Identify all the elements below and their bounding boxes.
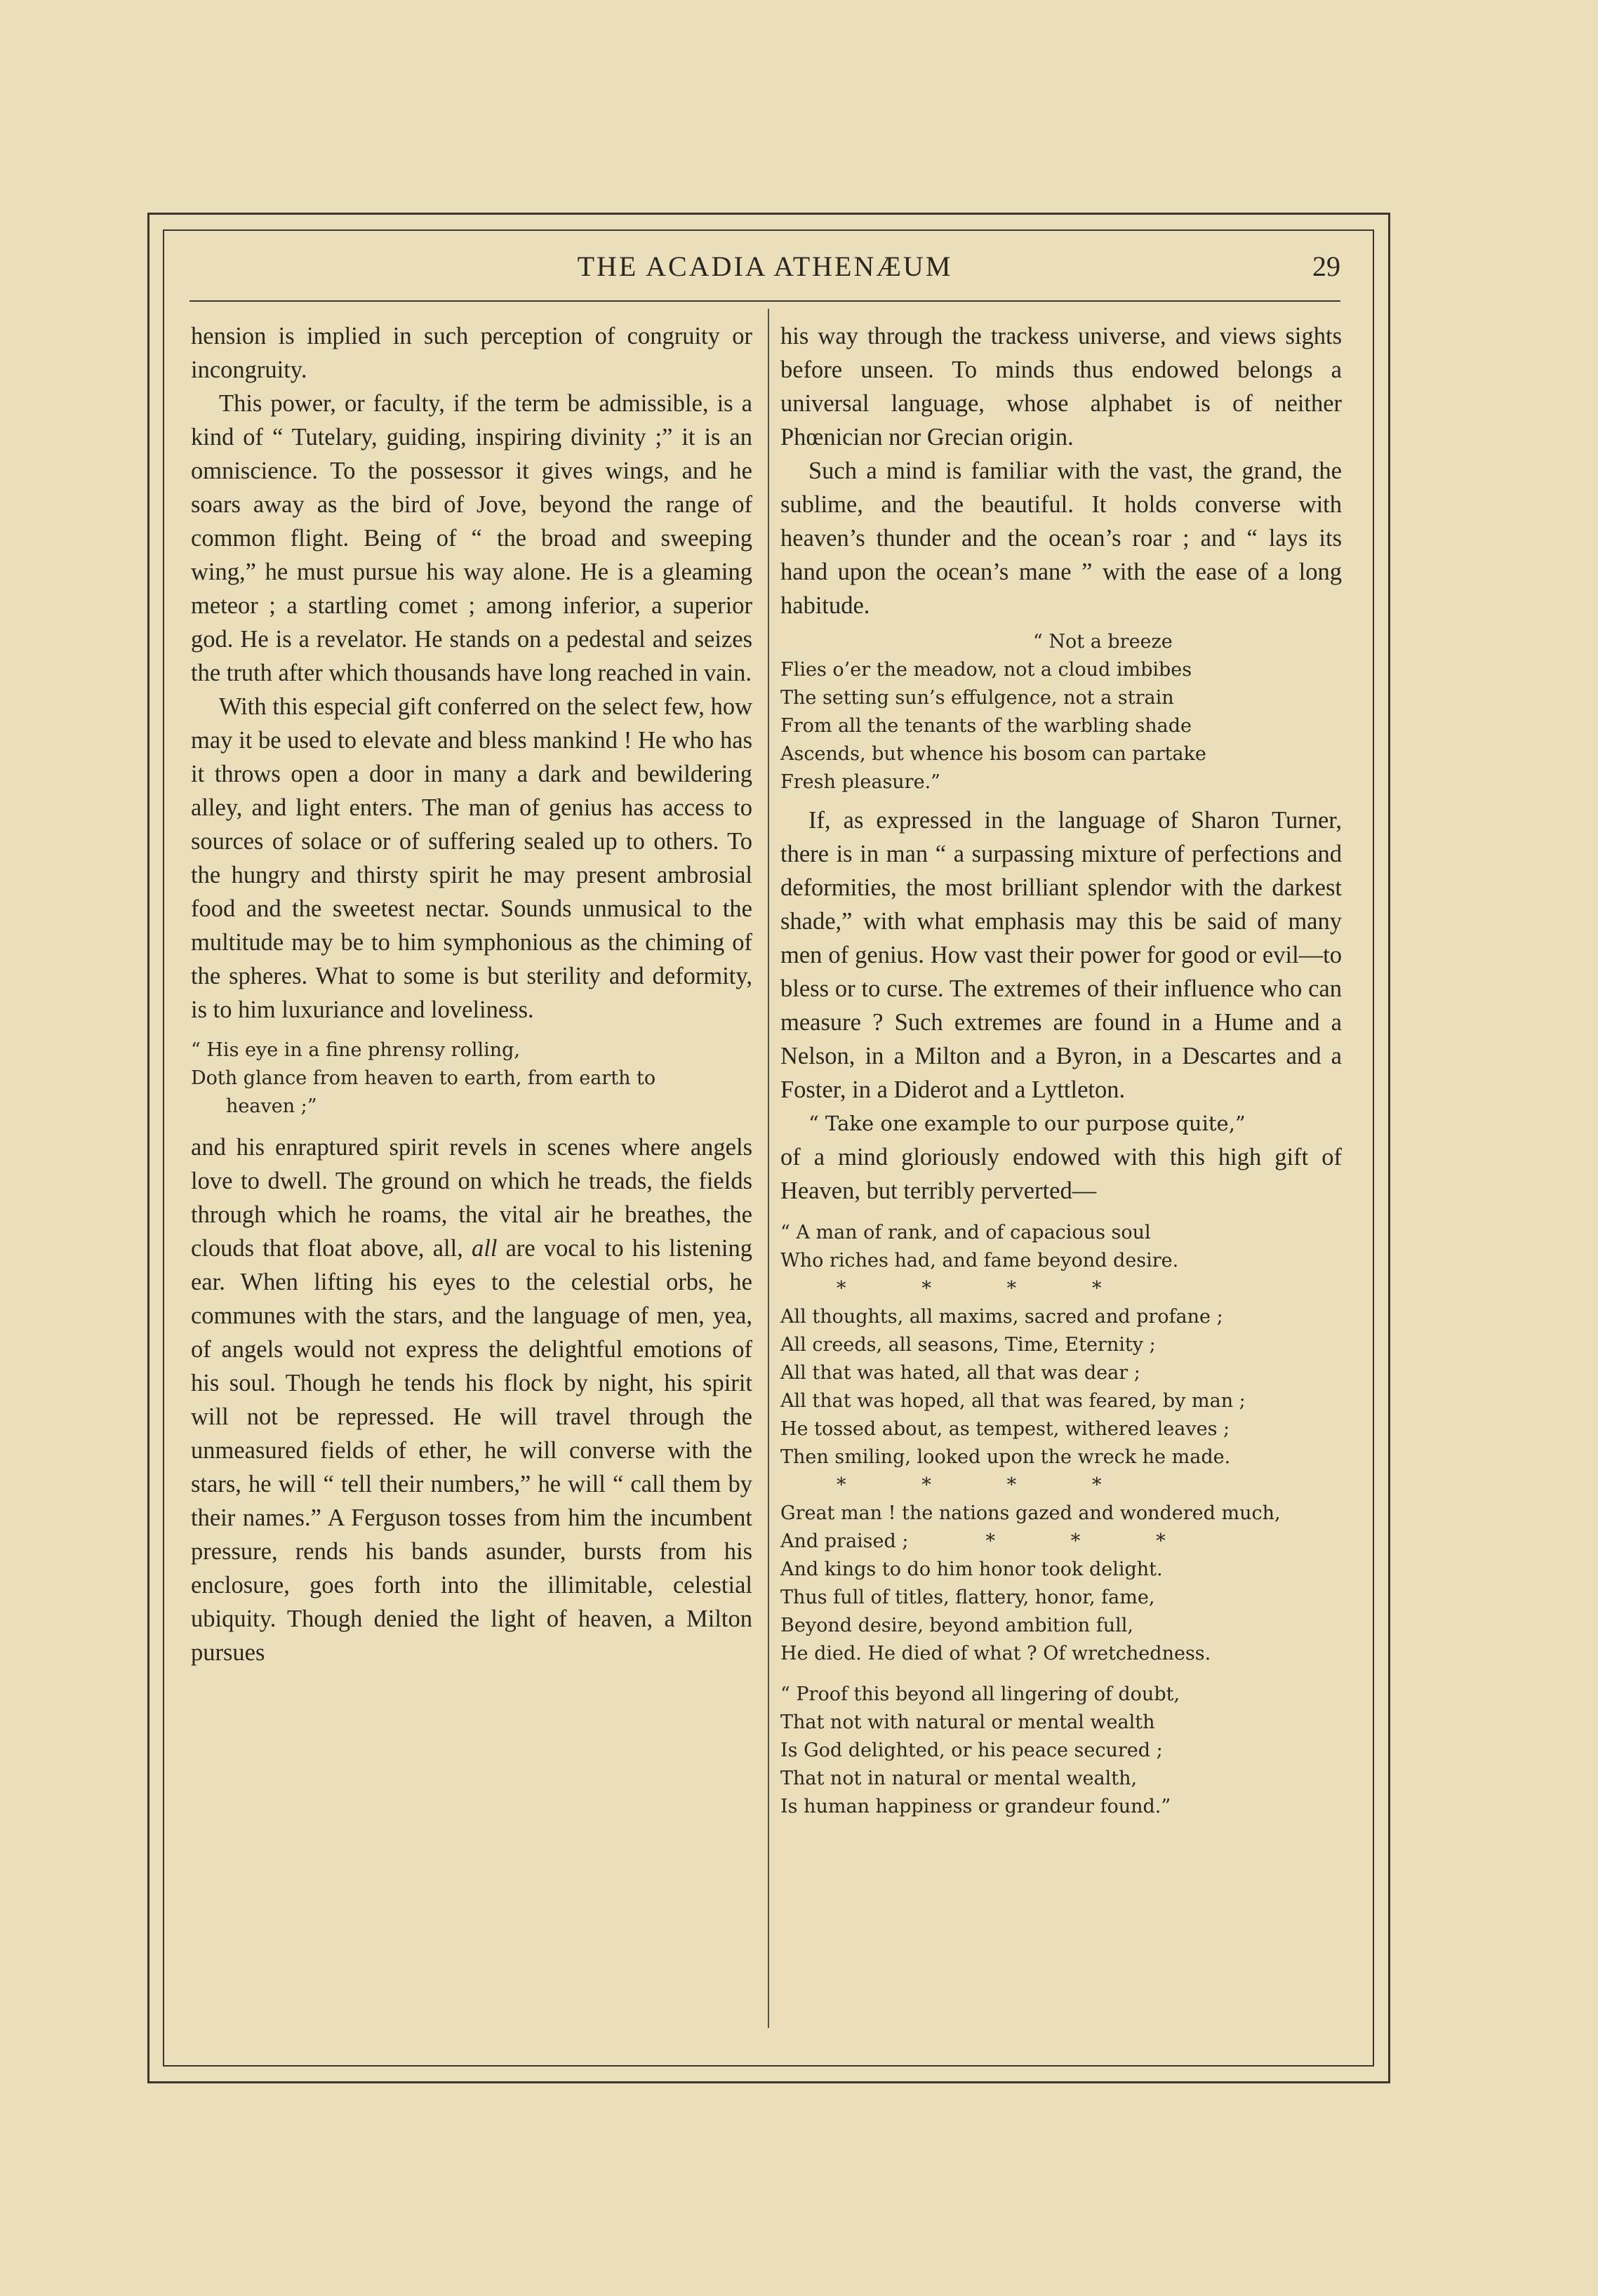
verse-line: That not in natural or mental wealth, <box>780 1768 1138 1789</box>
right-column <box>780 319 1342 1828</box>
paragraph <box>191 1130 752 1669</box>
paragraph: With this especial gift conferred on the select few, how may it be used to elevate and bless mankind ! He who has it throws open a door in many a dark and bewildering alley, and light enters. The man of genius has access to sources of solace or of suffering sealed up to others. To the hungry and thirsty spirit he may present ambrosial food and the sweetest nectar. Sounds unmusical to the multitude may be to him symphonious as the chiming of the spheres. What to some is but sterility and deformity, is to him luxuriance and loveliness. <box>191 693 752 1023</box>
paragraph-text: and his enraptured spirit revels in scenes where angels love to dwell. The ground on which he treads, the fields through which he roams, the vital air he breathes, the clouds that float above, all, <box>191 1134 752 1262</box>
verse-line: “ A man of rank, and of capacious soul <box>780 1222 1151 1243</box>
emphasis: all <box>471 1235 498 1262</box>
verse-line: Beyond desire, beyond ambition full, <box>780 1615 1133 1636</box>
verse-line: Is human happiness or grandeur found.” <box>780 1796 1171 1817</box>
ellipsis-stars: * * * * <box>837 1278 1103 1300</box>
header-rule <box>189 300 1340 302</box>
verse-line: All that was hoped, all that was feared, by man ; <box>780 1390 1246 1412</box>
paragraph: hension is implied in such perception of congruity or incongruity. <box>191 323 752 383</box>
verse-line: Flies o’er the meadow, not a cloud imbibes <box>780 659 1192 681</box>
verse-line: Fresh pleasure.” <box>780 771 940 793</box>
verse-line: Doth glance from heaven to earth, from earth to <box>191 1067 656 1089</box>
verse-quote <box>780 628 1342 796</box>
paragraph: This power, or faculty, if the term be admissible, is a kind of “ Tutelary, guiding, inspiring divinity ;” it is an omniscience. To the possessor it gives wings, and he soars away as the bird of Jove, beyond the range of common flight. Being of “ the broad and sweeping wing,” he must pursue his way alone. He is a gleaming meteor ; a startling comet ; among inferior, a superior god. He is a revelator. He stands on a pedestal and seizes the truth after which thousands have long reached in vain. <box>191 390 752 686</box>
verse-line: He died. He died of what ? Of wretchedness. <box>780 1643 1211 1664</box>
verse-text: And praised ; <box>780 1530 909 1552</box>
verse-line: That not with natural or mental wealth <box>780 1711 1155 1733</box>
verse-quote <box>780 1219 1342 1668</box>
verse-quote <box>780 1681 1342 1821</box>
paragraph: his way through the trackess universe, and views sights before unseen. To minds thus endowed belongs a universal language, whose alphabet is of neither Phœnician nor Grecian origin. <box>780 323 1342 450</box>
paragraph-text: are vocal to his listening ear. When lifting his eyes to the celestial orbs, he communes with the stars, and the language of men, yea, of angels would not express the delightful emotions of his soul. Though he tends his flock by night, his spirit will not be repressed. He will travel through the unmeasured fields of ether, he will converse with the stars, he will “ tell their numbers,” he will “ call them by their names.” A Ferguson tosses from him the incumbent pressure, rends his bands asunder, bursts from his enclosure, goes forth into the illimitable, celestial ubiquity. Though denied the light of heaven, a Milton pursues <box>191 1235 752 1666</box>
verse-line: Then smiling, looked upon the wreck he made. <box>780 1446 1231 1468</box>
page-number: 29 <box>1312 251 1340 282</box>
running-head <box>189 246 1340 288</box>
verse-line: Is God delighted, or his peace secured ; <box>780 1740 1163 1761</box>
verse-quote <box>191 1036 752 1121</box>
left-column <box>191 319 752 1669</box>
paragraph: If, as expressed in the language of Sharon Turner, there is in man “ a surpassing mixture of perfections and deformities, the most brilliant splendor with the darkest shade,” with what emphasis may this be said of many men of genius. How vast their power for good or evil—to bless or to curse. The extremes of their influence who can measure ? Such extremes are found in a Hume and a Nelson, in a Milton and a Byron, in a Descartes and a Foster, in a Diderot and a Lyttleton. <box>780 807 1342 1103</box>
verse-line: All thoughts, all maxims, sacred and profane ; <box>780 1306 1223 1328</box>
column-divider <box>768 309 769 2028</box>
paragraph: Such a mind is familiar with the vast, the grand, the sublime, and the beautiful. It holds converse with heaven’s thunder and the ocean’s roar ; and “ lays its hand upon the ocean’s mane ” with the ease of a long habitude. <box>780 458 1342 619</box>
verse-line: Who riches had, and fame beyond desire. <box>780 1250 1179 1272</box>
paragraph: of a mind gloriously endowed with this high gift of Heaven, but terribly perverted— <box>780 1144 1342 1204</box>
verse-line <box>780 1528 1342 1556</box>
verse-line: “ Not a breeze <box>1033 631 1173 653</box>
quote-intro: “ Take one example to our purpose quite,” <box>808 1112 1246 1135</box>
verse-line: heaven ;” <box>226 1095 317 1117</box>
ellipsis-stars: * * * <box>985 1530 1167 1552</box>
journal-title: THE ACADIA ATHENÆUM <box>577 251 953 282</box>
verse-line: Great man ! the nations gazed and wondered much, <box>780 1502 1281 1524</box>
verse-line: And kings to do him honor took delight. <box>780 1559 1163 1580</box>
verse-line: “ Proof this beyond all lingering of doubt, <box>780 1683 1180 1705</box>
verse-line: “ His eye in a fine phrensy rolling, <box>191 1039 521 1061</box>
verse-line: From all the tenants of the warbling shade <box>780 715 1192 737</box>
verse-line: All that was hated, all that was dear ; <box>780 1362 1140 1384</box>
verse-line: He tossed about, as tempest, withered leaves ; <box>780 1418 1230 1440</box>
verse-line: The setting sun’s effulgence, not a strain <box>780 687 1174 709</box>
ellipsis-stars: * * * * <box>837 1474 1103 1496</box>
verse-line: Thus full of titles, flattery, honor, fame, <box>780 1587 1155 1608</box>
verse-line: All creeds, all seasons, Time, Eternity ; <box>780 1334 1156 1356</box>
verse-line: Ascends, but whence his bosom can partake <box>780 743 1206 765</box>
